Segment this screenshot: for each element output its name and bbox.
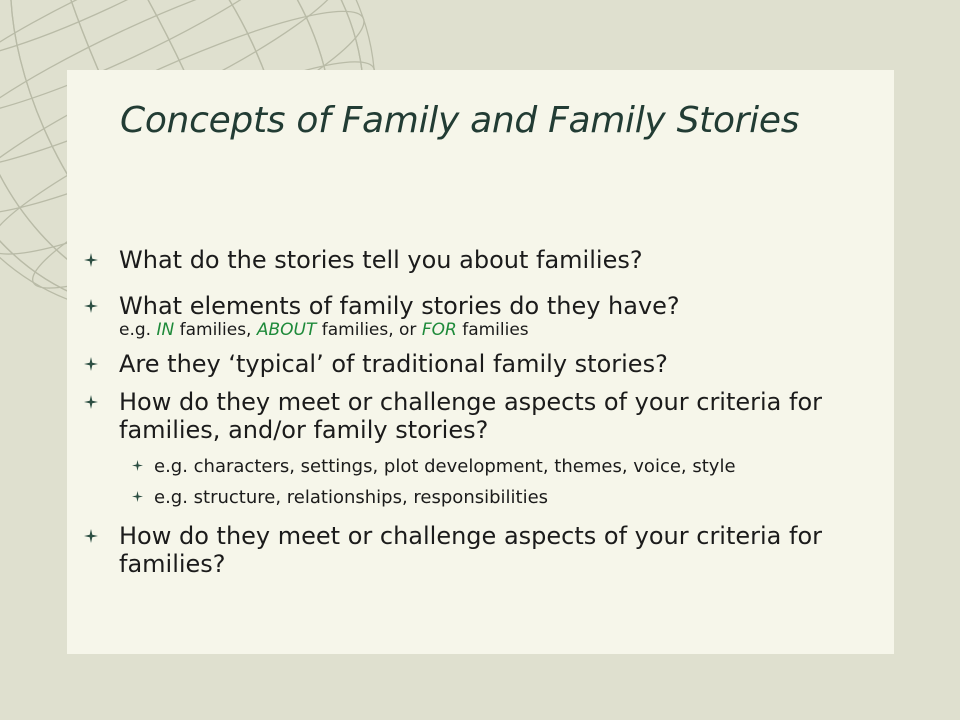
highlight-for: FOR (421, 320, 457, 340)
bullet-text: What elements of family stories do they have? (119, 292, 680, 320)
bullet-text: How do they meet or challenge aspects of your criteria for families? (119, 522, 823, 578)
bullet-list (84, 246, 884, 578)
bullet-item (84, 246, 884, 274)
example-mid1: families, (174, 320, 257, 340)
four-point-star-icon (84, 253, 98, 267)
example-mid2: families, or (316, 320, 422, 340)
four-point-star-icon (84, 395, 98, 409)
sub-bullet-text: e.g. structure, relationships, responsibilities (154, 487, 549, 508)
bullet-text: Are they ‘typical’ of traditional family stories? (119, 350, 668, 378)
bullet-item (84, 388, 884, 444)
four-point-star-icon (132, 460, 143, 471)
sub-bullet-item (132, 487, 884, 508)
bullet-item (84, 292, 884, 340)
example-suffix: families (456, 320, 529, 340)
four-point-star-icon (84, 529, 98, 543)
bullet-example (119, 320, 884, 340)
bullet-text: How do they meet or challenge aspects of your criteria for families, and/or family stories? (119, 388, 823, 444)
globe-line (0, 0, 215, 14)
four-point-star-icon (132, 491, 143, 502)
slide-title: Concepts of Family and Family Stories (120, 100, 800, 141)
example-prefix: e.g. (119, 320, 157, 340)
bullet-item (84, 522, 884, 578)
highlight-in: IN (156, 320, 175, 340)
sub-bullet-text: e.g. characters, settings, plot development, themes, voice, style (154, 456, 736, 477)
highlight-about: ABOUT (256, 320, 317, 340)
four-point-star-icon (84, 299, 98, 313)
sub-bullet-item (132, 456, 884, 477)
four-point-star-icon (84, 357, 98, 371)
bullet-item (84, 350, 884, 378)
bullet-text: What do the stories tell you about families? (119, 246, 643, 274)
